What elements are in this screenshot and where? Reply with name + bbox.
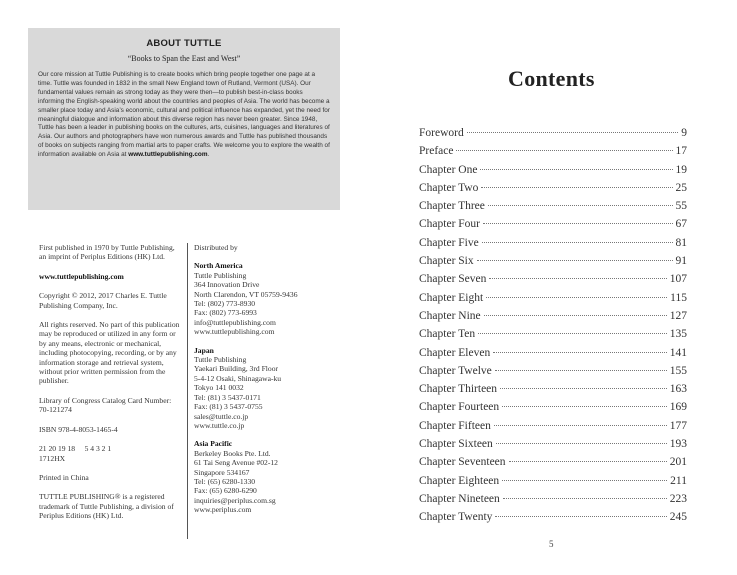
toc-entry[interactable]	[419, 420, 687, 438]
toc-leader-dots	[509, 461, 667, 462]
region-line: www.tuttlepublishing.com	[194, 327, 275, 337]
region-line: 5-4-12 Osaki, Shinagawa-ku	[194, 373, 282, 383]
toc-leader-dots	[456, 150, 672, 151]
toc-entry-page: 155	[669, 364, 687, 377]
toc-entry-label: Chapter Nineteen	[419, 492, 500, 505]
loc-catalog-number: Library of Congress Catalog Card Number: 70-121274	[39, 395, 172, 415]
toc-entry[interactable]	[419, 347, 687, 365]
toc-entry[interactable]	[419, 292, 687, 310]
toc-entry-label: Chapter Three	[419, 200, 485, 213]
toc-entry[interactable]	[419, 383, 687, 401]
printing-line: 21 20 19 18 5 4 3 2 1	[39, 444, 112, 454]
toc-leader-dots	[480, 169, 672, 170]
toc-leader-dots	[467, 132, 679, 133]
toc-entry-label: Chapter Thirteen	[419, 383, 498, 396]
toc-entry[interactable]	[419, 511, 687, 529]
region-line: Tel: (65) 6280-1330	[194, 476, 256, 486]
toc-entry-page: 211	[670, 474, 687, 487]
distributed-by-heading: Distributed by	[194, 243, 238, 252]
rights-statement: All rights reserved. No part of this publication may be reproduced or utilized in any form or by any means, electronic or mechanical, including photocopying, recording, or by any information storage and retrieval system, without prior written permission from the publisher.	[39, 320, 180, 386]
toc-entry-label: Chapter Four	[419, 218, 481, 231]
toc-entry[interactable]	[419, 328, 687, 346]
toc-entry-page: 91	[675, 255, 687, 268]
distributor-region	[194, 439, 344, 514]
toc-leader-dots	[495, 370, 667, 371]
about-website-link[interactable]: www.tuttlepublishing.com	[128, 151, 208, 159]
region-line: Tuttle Publishing	[194, 355, 247, 365]
toc-entry[interactable]	[419, 237, 687, 255]
contents-title: Contents	[508, 66, 595, 91]
region-line: info@tuttlepublishing.com	[194, 317, 276, 327]
toc-entry-page: 163	[669, 383, 687, 396]
toc-entry-page: 17	[675, 145, 687, 158]
toc-entry-page: 55	[675, 200, 687, 213]
toc-leader-dots	[495, 516, 666, 517]
toc-entry-page: 127	[669, 309, 687, 322]
page-number: 5	[549, 539, 554, 549]
column-divider	[187, 243, 188, 539]
about-tuttle-box	[28, 28, 340, 210]
toc-leader-dots	[502, 480, 667, 481]
toc-entry-page: 193	[669, 438, 687, 451]
toc-entry-page: 81	[675, 236, 687, 249]
toc-leader-dots	[488, 205, 673, 206]
toc-entry[interactable]	[419, 145, 687, 163]
trademark-notice: TUTTLE PUBLISHING® is a registered trademark of Tuttle Publishing, a division of Periplus Editions (HK) Ltd.	[39, 492, 174, 521]
region-line: inquiries@periplus.com.sg	[194, 495, 276, 505]
toc-entry-label: Chapter Eight	[419, 291, 484, 304]
toc-leader-dots	[496, 443, 667, 444]
toc-entry-label: Chapter Sixteen	[419, 438, 493, 451]
isbn: ISBN 978-4-8053-1465-4	[39, 424, 118, 434]
region-name: Asia Pacific	[194, 439, 233, 449]
toc-entry[interactable]	[419, 475, 687, 493]
toc-leader-dots	[502, 406, 667, 407]
toc-entry-label: Chapter Ten	[419, 328, 476, 341]
region-line: 364 Innovation Drive	[194, 280, 260, 290]
copyright-page	[0, 0, 368, 575]
toc-entry[interactable]	[419, 456, 687, 474]
printed-in: Printed in China	[39, 472, 89, 482]
toc-leader-dots	[489, 278, 666, 279]
toc-entry-page: 107	[669, 273, 687, 286]
toc-leader-dots	[494, 425, 667, 426]
region-line: sales@tuttle.co.jp	[194, 411, 249, 421]
toc-leader-dots	[478, 333, 667, 334]
region-name: North America	[194, 261, 243, 271]
toc-entry-label: Preface	[419, 145, 454, 158]
region-line: Tel: (802) 773-8930	[194, 299, 256, 309]
toc-entry-label: Chapter Two	[419, 181, 479, 194]
toc-leader-dots	[477, 260, 673, 261]
print-code: 1712HX	[39, 453, 66, 463]
toc-entry-label: Chapter Twelve	[419, 364, 492, 377]
region-line: Tuttle Publishing	[194, 270, 247, 280]
toc-entry-page: 141	[669, 346, 687, 359]
toc-entry-label: Chapter Seven	[419, 273, 487, 286]
toc-entry-page: 9	[681, 127, 687, 139]
toc-entry-page: 223	[669, 492, 687, 505]
region-line: www.periplus.com	[194, 505, 252, 515]
toc-entry-label: Chapter Six	[419, 255, 474, 268]
region-line: www.tuttle.co.jp	[194, 420, 245, 430]
toc-leader-dots	[486, 297, 667, 298]
toc-entry[interactable]	[419, 127, 687, 145]
toc-entry-label: Foreword	[419, 127, 464, 139]
toc-leader-dots	[503, 498, 667, 499]
toc-entry[interactable]	[419, 438, 687, 456]
distributor-regions	[194, 261, 344, 514]
region-line: North Clarendon, VT 05759-9436	[194, 289, 298, 299]
toc-entry[interactable]	[419, 218, 687, 236]
about-title: ABOUT TUTTLE	[146, 38, 222, 49]
toc-entry-label: Chapter Twenty	[419, 511, 493, 524]
distribution-column	[194, 243, 344, 524]
toc-entry[interactable]	[419, 255, 687, 273]
region-line: Berkeley Books Pte. Ltd.	[194, 448, 271, 458]
region-name: Japan	[194, 345, 214, 355]
toc-entry-label: Chapter Five	[419, 236, 479, 249]
toc-entry-page: 177	[669, 419, 687, 432]
about-body-text: Our core mission at Tuttle Publishing is to create books which bring people together one page at a time. Tuttle was founded in 1832 in the small New England town of Rutland, Vermont (USA). Our fundamental values remain as strong today as they were then—to publish best-in-class books informing the English-speaking world about the countries and peoples of Asia. The world has become a smaller place today and Asia’s economic, cultural and political influence has expanded, yet the need for meaningful dialogue and information about this diverse region has never been greater. Since 1948, Tuttle has been a leader in publishing books on the cultures, arts, cuisines, languages and literatures of Asia. Our authors and photographers have won numerous awards and Tuttle has published thousands of books on subjects ranging from martial arts to paper crafts. We welcome you to explore the wealth of information available on Asia at	[38, 71, 330, 159]
toc-entry[interactable]	[419, 164, 687, 182]
region-line: Fax: (65) 6280-6290	[194, 486, 257, 496]
contents-page	[368, 0, 737, 575]
copyright-line: Copyright © 2012, 2017 Charles E. Tuttle Publishing Company, Inc.	[39, 291, 167, 310]
copyright-column	[39, 243, 183, 531]
distributor-region	[194, 261, 344, 336]
toc-leader-dots	[484, 315, 667, 316]
region-line: Fax: (802) 773-6993	[194, 308, 257, 318]
toc-entry-label: Chapter One	[419, 163, 478, 176]
toc-entry[interactable]	[419, 401, 687, 419]
toc-leader-dots	[482, 242, 673, 243]
about-body-period: .	[207, 151, 210, 159]
toc-entry-page: 245	[669, 511, 687, 524]
toc-entry-label: Chapter Nine	[419, 309, 481, 322]
toc-entry-label: Chapter Eighteen	[419, 474, 500, 487]
region-line: 61 Tai Seng Avenue #02-12	[194, 458, 278, 468]
toc-entry-label: Chapter Fourteen	[419, 401, 500, 414]
toc-entry[interactable]	[419, 365, 687, 383]
toc-entry[interactable]	[419, 493, 687, 511]
toc-entry-page: 115	[670, 291, 687, 304]
toc-entry-page: 25	[675, 181, 687, 194]
toc-entry[interactable]	[419, 310, 687, 328]
toc-entry-label: Chapter Eleven	[419, 346, 491, 359]
toc-leader-dots	[483, 223, 672, 224]
toc-entry[interactable]	[419, 273, 687, 291]
toc-entry-page: 169	[669, 401, 687, 414]
about-body	[38, 71, 330, 160]
toc-entry-label: Chapter Seventeen	[419, 456, 506, 469]
toc-entry-page: 135	[669, 328, 687, 341]
region-line: Tel: (81) 3 5437-0171	[194, 392, 261, 402]
region-line: Fax: (81) 3 5437-0755	[194, 402, 263, 412]
toc-leader-dots	[500, 388, 667, 389]
publisher-website[interactable]: www.tuttlepublishing.com	[39, 271, 124, 281]
printing-info	[39, 444, 183, 463]
region-line: Tokyo 141 0032	[194, 383, 244, 393]
toc-entry-page: 19	[675, 163, 687, 176]
toc-entry-label: Chapter Fifteen	[419, 419, 491, 432]
toc-entry[interactable]	[419, 200, 687, 218]
region-line: Singapore 534167	[194, 467, 250, 477]
toc-entry[interactable]	[419, 182, 687, 200]
toc-entry-page: 67	[675, 218, 687, 231]
distributor-region	[194, 346, 344, 431]
table-of-contents	[419, 127, 687, 530]
about-subtitle: “Books to Span the East and West”	[127, 54, 241, 63]
toc-leader-dots	[493, 352, 667, 353]
toc-entry-page: 201	[669, 456, 687, 469]
first-published: First published in 1970 by Tuttle Publishing, an imprint of Periplus Editions (HK) Ltd.	[39, 243, 175, 262]
toc-leader-dots	[481, 187, 672, 188]
region-line: Yaekari Building, 3rd Floor	[194, 364, 279, 374]
